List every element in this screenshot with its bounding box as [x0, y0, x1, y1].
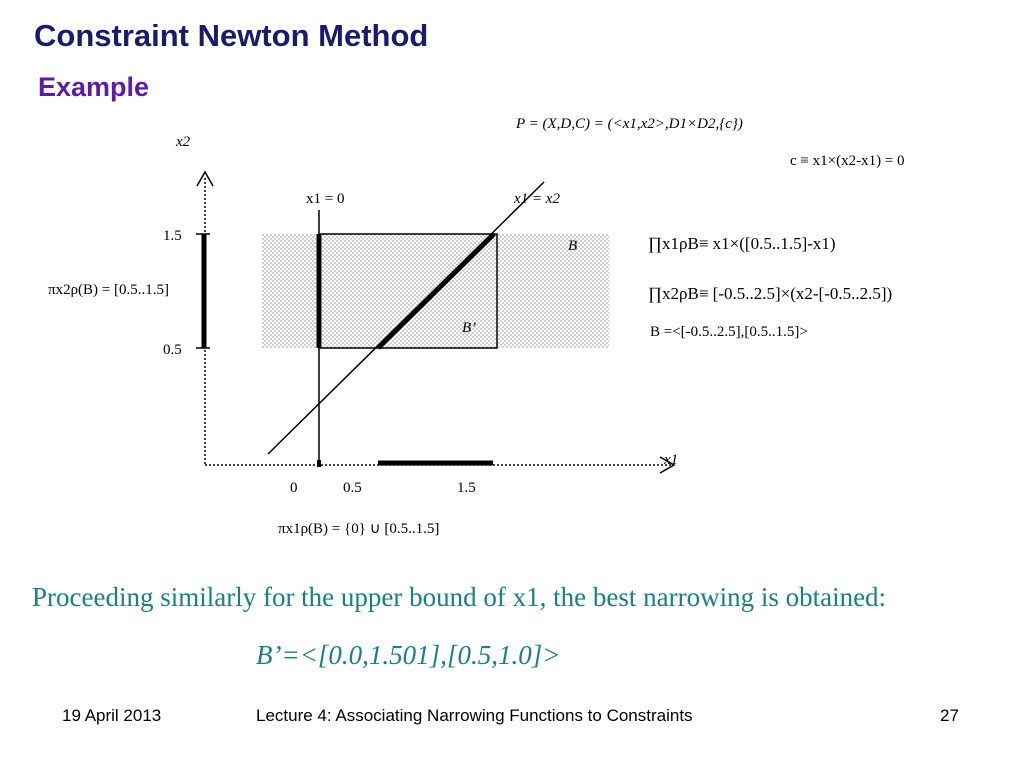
slide-title: Constraint Newton Method	[34, 18, 429, 53]
footer-date: 19 April 2013	[62, 706, 162, 725]
projection-x1-formula: ∏x1ρB≡ x1×([0.5..1.5]-x1)	[648, 234, 836, 253]
projection-x-zero-point	[317, 460, 321, 467]
projection-y-label: πx2ρ(B) = [0.5..1.5]	[48, 282, 170, 298]
projection-x-label: πx1ρ(B) = {0} ∪ [0.5..1.5]	[278, 521, 440, 537]
body-paragraph: Proceeding similarly for the upper bound of x1, the best narrowing is obtained:	[32, 582, 887, 612]
axis-label-x: x1	[664, 452, 679, 468]
tick-label-y-low: 0.5	[163, 342, 182, 358]
box-definition: B =<[-0.5..2.5],[0.5..1.5]>	[650, 324, 808, 340]
constraint-definition: c ≡ x1×(x2-x1) = 0	[790, 153, 905, 169]
footer-page-number: 27	[940, 706, 959, 725]
tick-label-x-05: 0.5	[343, 480, 362, 496]
footer-lecture: Lecture 4: Associating Narrowing Functions to Constraints	[256, 706, 693, 725]
problem-definition: P = (X,D,C) = (<x1,x2>,D1×D2,{c})	[516, 116, 743, 132]
slide-subtitle: Example	[38, 72, 150, 102]
tick-label-x-0: 0	[290, 480, 298, 496]
label-line-diagonal: x1 = x2	[514, 191, 560, 207]
tick-label-x-15: 1.5	[457, 480, 476, 496]
label-line-x1-zero: x1 = 0	[306, 191, 345, 207]
tick-label-y-high: 1.5	[163, 228, 182, 244]
axis-label-y: x2	[176, 134, 191, 150]
projection-x2-formula: ∏x2ρB≡ [-0.5..2.5]×(x2-[-0.5..2.5])	[648, 284, 893, 303]
label-box-bprime: B’	[462, 320, 477, 336]
result-box: B’=<[0.0,1.501],[0.5,1.0]>	[256, 640, 561, 670]
label-box-b: B	[568, 238, 578, 254]
